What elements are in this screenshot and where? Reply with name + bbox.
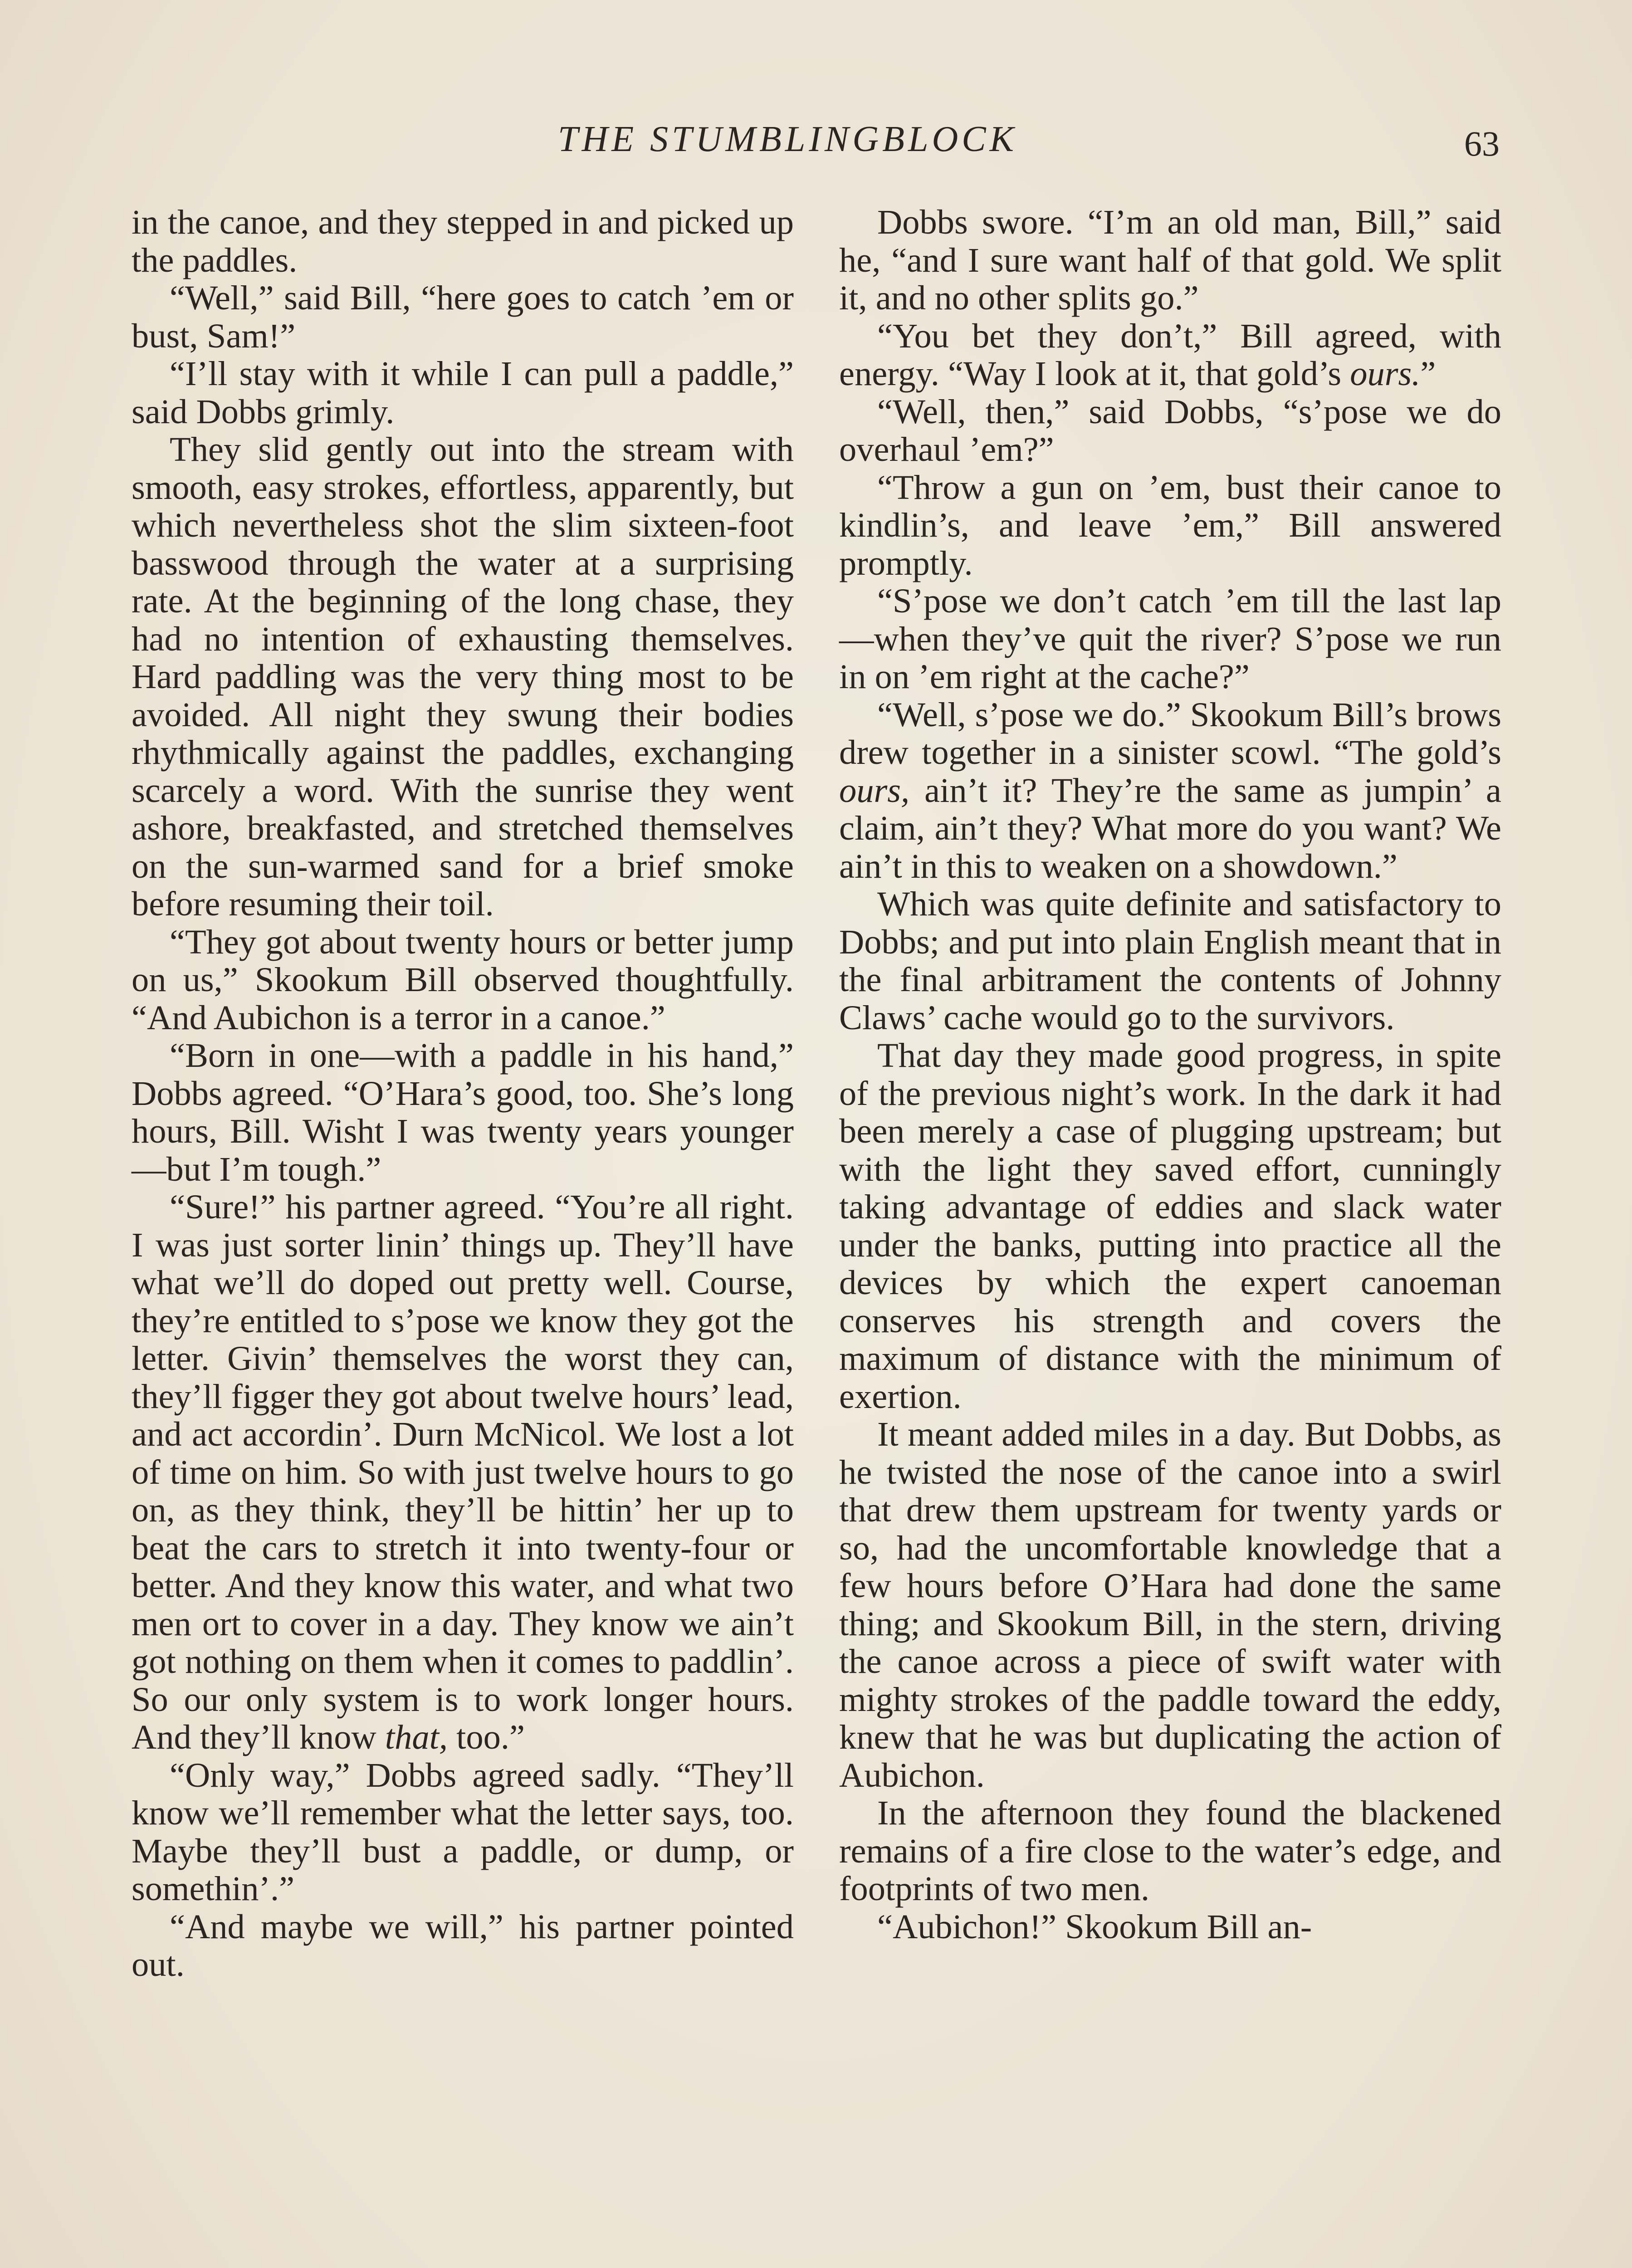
- paragraph: “Well,” said Bill, “here goes to catch ’em or bust, Sam!”: [132, 279, 794, 355]
- paragraph: “Throw a gun on ’em, bust their canoe to kindlin’s, and leave ’em,” Bill answered promptly.: [839, 468, 1501, 582]
- paragraph: [132, 1188, 794, 1756]
- paragraph-text: “Sure!” his partner agreed. “You’re all right. I was just sorter linin’ things up. They’ll have what we’ll do doped out pretty well. Course, they’re entitled to s’pose we know they got the letter. Givin’ themselves the worst they can, they’ll figger they got about twelve hours’ lead, and act accordin’. Durn McNicol. We lost a lot of time on him. So with just twelve hours to go on, as they think, they’ll be hittin’ her up to beat the cars to stretch it into twenty-four or better. And they know this water, and what two men ort to cover in a day. They know we ain’t got nothing on them when it comes to paddlin’. So our only system is to work longer hours. And they’ll know: [132, 1188, 794, 1756]
- paragraph: “They got about twenty hours or better jump on us,” Skookum Bill observed thoughtfully. “And Aubichon is a terror in a canoe.”: [132, 922, 794, 1037]
- paragraph: “Aubichon!” Skookum Bill an-: [877, 1907, 1312, 1946]
- running-title: THE STUMBLINGBLOCK: [558, 119, 1018, 159]
- paragraph: [839, 696, 1501, 885]
- italic-word: ours,: [839, 771, 910, 810]
- paragraph: Which was quite definite and satisfactory to Dobbs; and put into plain English meant that in the final arbitrament the contents of Johnny Claws’ cache would go to the survivors.: [839, 885, 1501, 1037]
- paragraph: [839, 317, 1501, 393]
- paragraph: “I’ll stay with it while I can pull a paddle,” said Dobbs grimly.: [132, 354, 794, 431]
- paragraph: Dobbs swore. “I’m an old man, Bill,” said he, “and I sure want half of that gold. We split it, and no other splits go.”: [839, 203, 1501, 317]
- left-column: [132, 203, 794, 1984]
- paragraph: That day they made good progress, in spite of the previous night’s work. In the dark it had been merely a case of plugging upstream; but with the light they saved effort, cunningly taking advantage of eddies and slack water under the banks, putting into practice all the devices by which the expert canoeman conserves his strength and covers the maximum of distance with the minimum of exertion.: [839, 1036, 1501, 1416]
- paragraph: In the afternoon they found the blackened remains of a fire close to the water’s edge, and footprints of two men.: [839, 1794, 1501, 1908]
- italic-word: that,: [385, 1718, 448, 1756]
- paragraph-text: ”: [1420, 354, 1436, 393]
- paragraph-text: “You bet they don’t,” Bill agreed, with energy. “Way I look at it, that gold’s: [839, 316, 1501, 393]
- paragraph: It meant added miles in a day. But Dobbs, as he twisted the nose of the canoe into a swirl that drew them upstream for twenty yards or so, had the uncomfortable knowledge that a few hours before O’Hara had done the same thing; and Skookum Bill, in the stern, driving the canoe across a piece of swift water with mighty strokes of the paddle toward the eddy, knew that he was but duplicating the action of Aubichon.: [839, 1415, 1501, 1794]
- paragraph: They slid gently out into the stream with smooth, easy strokes, effortless, apparently, but which nevertheless shot the slim sixteen-foot basswood through the water at a surprising rate. At the beginning of the long chase, they had no intention of exhausting themselves. Hard paddling was the very thing most to be avoided. All night they swung their bodies rhythmically against the paddles, exchanging scarcely a word. With the sunrise they went ashore, breakfasted, and stretched themselves on the sun-warmed sand for a brief smoke before resuming their toil.: [132, 430, 794, 923]
- paragraph-text: “Well, s’pose we do.” Skookum Bill’s brows drew together in a sinister scowl. “The gold’s: [839, 695, 1501, 772]
- italic-word: ours.: [1350, 354, 1421, 393]
- page-number: 63: [1464, 124, 1500, 163]
- paragraph-text: too.”: [456, 1718, 525, 1756]
- right-column: [839, 203, 1501, 1945]
- paragraph: “Well, then,” said Dobbs, “s’pose we do overhaul ’em?”: [839, 392, 1501, 469]
- paragraph: “Born in one—with a paddle in his hand,” Dobbs agreed. “O’Hara’s good, too. She’s long hours, Bill. Wisht I was twenty years younger—but I’m tough.”: [132, 1036, 794, 1188]
- paragraph-text: ain’t it? They’re the same as jumpin’ a claim, ain’t they? What more do you want? We ain’t in this to weaken on a showdown.”: [839, 771, 1502, 885]
- paragraph: in the canoe, and they stepped in and picked up the paddles.: [132, 203, 794, 279]
- paragraph: “And maybe we will,” his partner pointed out.: [132, 1907, 794, 1984]
- paragraph: “Only way,” Dobbs agreed sadly. “They’ll know we’ll remember what the letter says, too. Maybe they’ll bust a paddle, or dump, or somethin’.”: [132, 1755, 794, 1908]
- paragraph: “S’pose we don’t catch ’em till the last lap—when they’ve quit the river? S’pose we run in on ’em right at the cache?”: [839, 582, 1501, 696]
